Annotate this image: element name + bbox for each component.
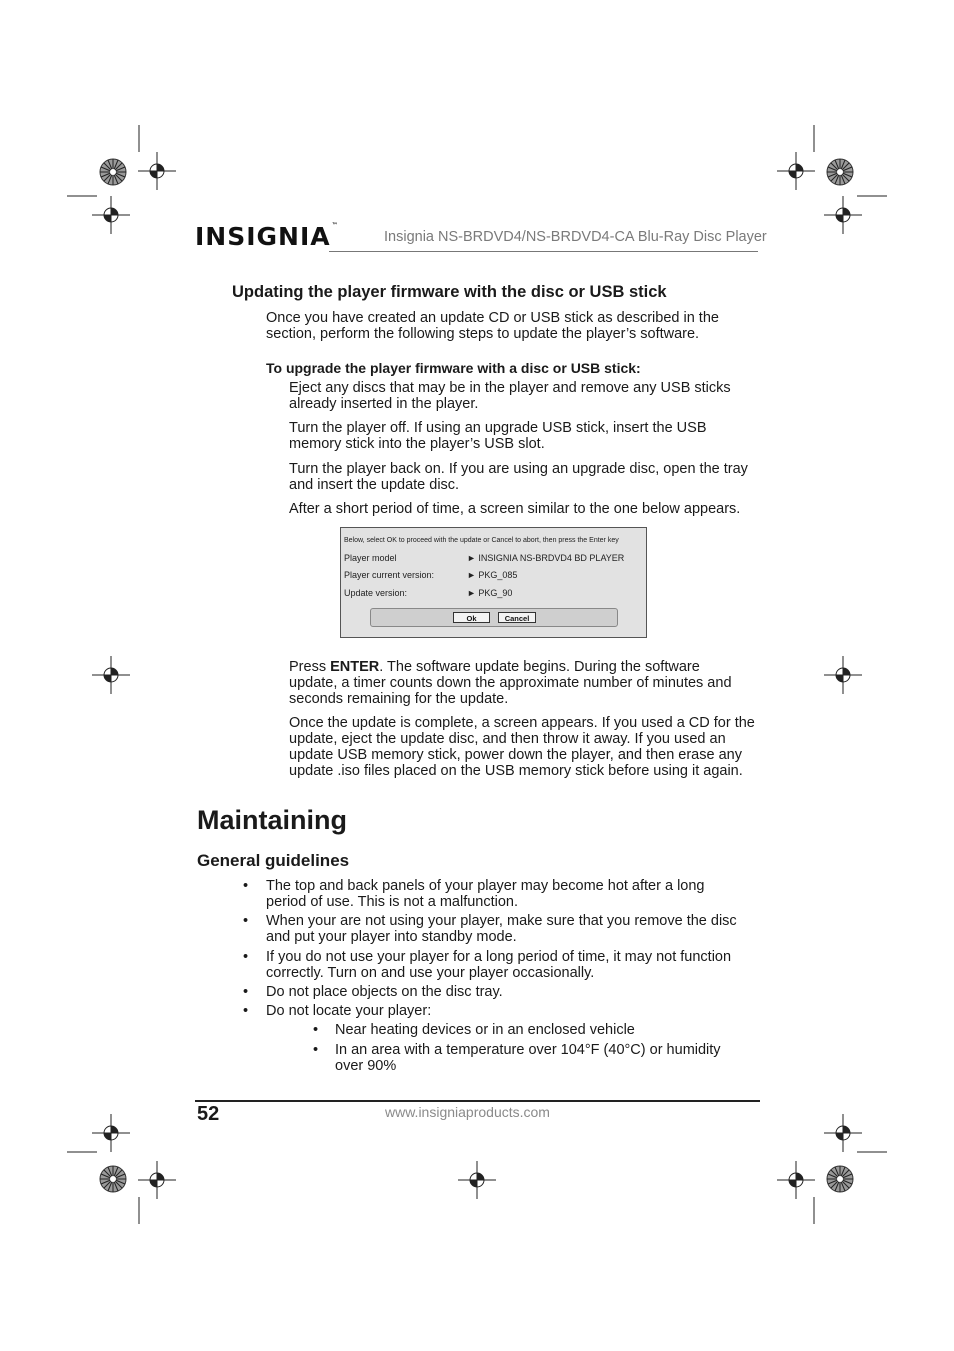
step-line: update, a timer counts down the approximate number of minutes and <box>289 675 732 691</box>
list-item-line: Do not place objects on the disc tray. <box>266 984 503 1000</box>
logo-text: INSIGNIA <box>195 222 331 251</box>
step-3 <box>289 461 759 493</box>
list-item-line: When your are not using your player, make sure that you remove the disc <box>266 913 737 929</box>
sub-list-item-line: over 90% <box>335 1058 397 1074</box>
step-1 <box>289 380 759 412</box>
footer-url: www.insigniaproducts.com <box>385 1104 550 1120</box>
step-text: . The software update begins. During the software <box>379 659 700 675</box>
trademark-symbol: ™ <box>331 222 339 229</box>
section-heading-firmware: Updating the player firmware with the disc or USB stick <box>232 283 667 301</box>
list-item-line: If you do not use your player for a long period of time, it may not function <box>266 949 732 965</box>
step-update-complete <box>289 715 759 779</box>
sub-list-item-line: Near heating devices or in an enclosed vehicle <box>335 1022 635 1038</box>
cancel-button[interactable]: Cancel <box>498 612 536 623</box>
sub-list-item <box>335 1042 755 1074</box>
list-item <box>266 1003 758 1019</box>
list-item-line: correctly. Turn on and use your player occasionally. <box>266 965 595 981</box>
dialog-instruction: Below, select OK to proceed with the update or Cancel to abort, then press the Enter key <box>344 537 619 544</box>
list-item-line: Do not locate your player: <box>266 1003 432 1019</box>
intro-paragraph <box>266 310 758 342</box>
step-line: Turn the player back on. If you are using an upgrade disc, open the tray <box>289 461 748 477</box>
list-item-line: The top and back panels of your player may become hot after a long <box>266 878 705 894</box>
bullet-marker: • <box>243 984 249 1000</box>
step-line: seconds remaining for the update. <box>289 691 509 707</box>
step-press-enter <box>289 659 759 707</box>
list-item <box>266 878 758 910</box>
bullet-marker: • <box>243 949 249 965</box>
dialog-value-current-version: ► PKG_085 <box>467 570 518 580</box>
bullet-marker: • <box>243 878 249 894</box>
sub-bullet-marker: • <box>313 1022 319 1038</box>
step-line: Turn the player off. If using an upgrade USB stick, insert the USB <box>289 420 707 436</box>
list-item-line: and put your player into standby mode. <box>266 929 517 945</box>
update-dialog-screenshot <box>340 527 647 638</box>
step-line: update, eject the update disc, and then throw it away. If you used an <box>289 731 726 747</box>
bullet-marker: • <box>243 913 249 929</box>
running-header-title: Insignia NS-BRDVD4/NS-BRDVD4-CA Blu-Ray Disc Player <box>384 229 767 245</box>
step-line: and insert the update disc. <box>289 477 460 493</box>
step-line: memory stick into the player’s USB slot. <box>289 436 545 452</box>
list-item <box>266 949 758 981</box>
dialog-value-update-version: ► PKG_90 <box>467 588 513 598</box>
list-item <box>266 913 758 945</box>
sub-bullet-marker: • <box>313 1042 319 1058</box>
chapter-heading-maintaining: Maintaining <box>197 805 347 835</box>
sub-list-item-line: In an area with a temperature over 104°F (40°C) or humidity <box>335 1042 721 1058</box>
insignia-logo <box>195 222 339 251</box>
page-number: 52 <box>197 1103 220 1125</box>
step-2 <box>289 420 759 452</box>
list-item <box>266 984 758 1000</box>
step-line: already inserted in the player. <box>289 396 479 412</box>
ok-button[interactable]: Ok <box>453 612 490 623</box>
dialog-label-current-version: Player current version: <box>344 570 435 580</box>
intro-line: Once you have created an update CD or USB stick as described in the <box>266 310 719 326</box>
step-line: After a short period of time, a screen similar to the one below appears. <box>289 501 741 517</box>
procedure-title: To upgrade the player firmware with a disc or USB stick: <box>266 360 641 376</box>
dialog-button-bar <box>370 608 618 627</box>
list-item-line: period of use. This is not a malfunction. <box>266 894 519 910</box>
intro-line: section, perform the following steps to update the player’s software. <box>266 326 700 342</box>
step-text: Press <box>289 659 331 675</box>
header-rule <box>329 251 758 252</box>
step-line: Once the update is complete, a screen appears. If you used a CD for the <box>289 715 755 731</box>
dialog-value-player-model: ► INSIGNIA NS-BRDVD4 BD PLAYER <box>467 553 625 563</box>
step-4 <box>289 501 759 517</box>
subheading-general-guidelines: General guidelines <box>197 851 350 870</box>
step-line: update USB memory stick, power down the player, and then erase any <box>289 747 742 763</box>
dialog-label-player-model: Player model <box>344 553 397 563</box>
step-line: Eject any discs that may be in the player and remove any USB sticks <box>289 380 731 396</box>
step-line <box>289 659 759 675</box>
dialog-label-update-version: Update version: <box>344 588 408 598</box>
enter-key-label: ENTER <box>330 659 380 675</box>
step-line: update .iso files placed on the USB memory stick before using it again. <box>289 763 743 779</box>
sub-list-item <box>335 1022 755 1038</box>
bullet-marker: • <box>243 1003 249 1019</box>
footer-rule <box>195 1100 760 1102</box>
